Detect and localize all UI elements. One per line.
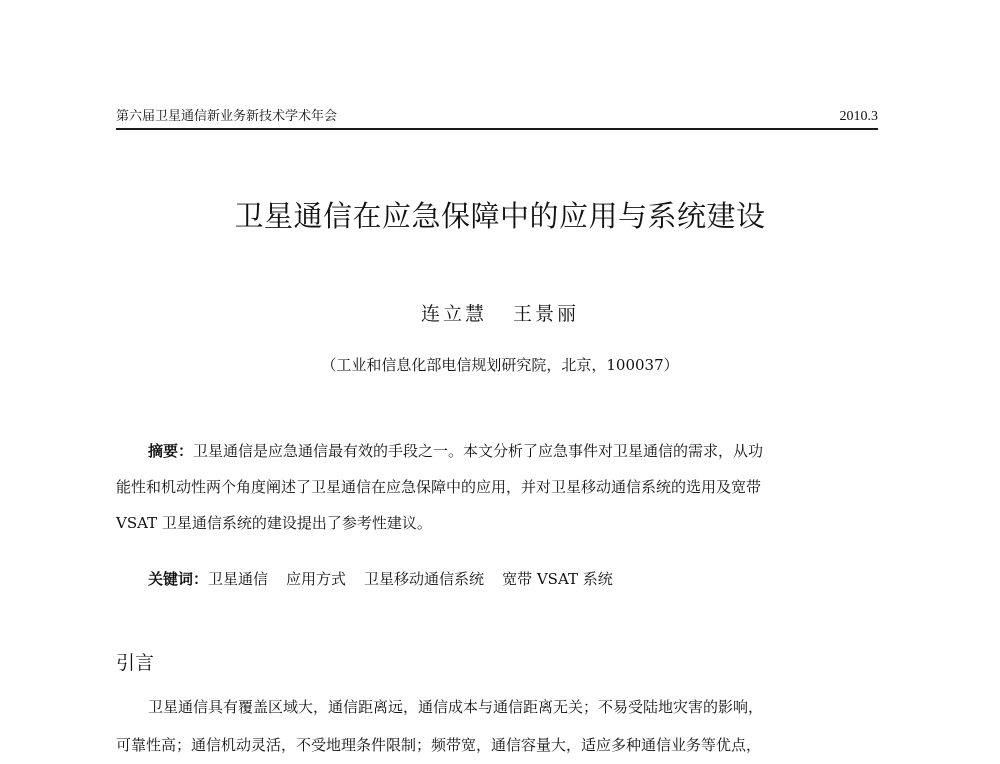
section-heading: 引言 [116,652,155,674]
header-rule [116,128,878,130]
paper-title: 卫星通信在应急保障中的应用与系统建设 [234,199,766,233]
keyword: 卫星通信 [208,570,269,588]
abstract-label: 摘要： [148,442,194,460]
body-line: 卫星通信具有覆盖区域大，通信距离远，通信成本与通信距离无关；不易受陆地灾害的影响， [148,698,764,716]
abstract-line: VSAT 卫星通信系统的建设提出了参考性建议。 [116,514,432,532]
keyword: 卫星移动通信系统 [364,570,485,588]
keyword: 应用方式 [286,570,347,588]
keywords [148,565,613,593]
running-header [116,106,878,128]
abstract-line: 能性和机动性两个角度阐述了卫星通信在应急保障中的应用，并对卫星移动通信系统的选用及宽带 [116,478,762,496]
abstract [116,433,882,541]
abstract-line [116,433,882,469]
keywords-label: 关键词： [148,570,209,588]
author-affiliation: （工业和信息化部电信规划研究院，北京，100037） [321,356,679,374]
author-list [0,299,1000,329]
body-line: 可靠性高；通信机动灵活，不受地理条件限制；频带宽，通信容量大，适应多种通信业务等优点， [116,736,762,754]
section-body [116,688,882,764]
keyword: 宽带 VSAT 系统 [502,570,613,588]
publication-date: 2010.3 [839,109,878,124]
conference-name: 第六届卫星通信新业务新技术学术年会 [116,109,338,124]
author-name: 连立慧 [420,303,487,325]
author-name: 王景丽 [513,303,580,325]
abstract-text: 卫星通信是应急通信最有效的手段之一。本文分析了应急事件对卫星通信的需求，从功 [193,442,764,460]
